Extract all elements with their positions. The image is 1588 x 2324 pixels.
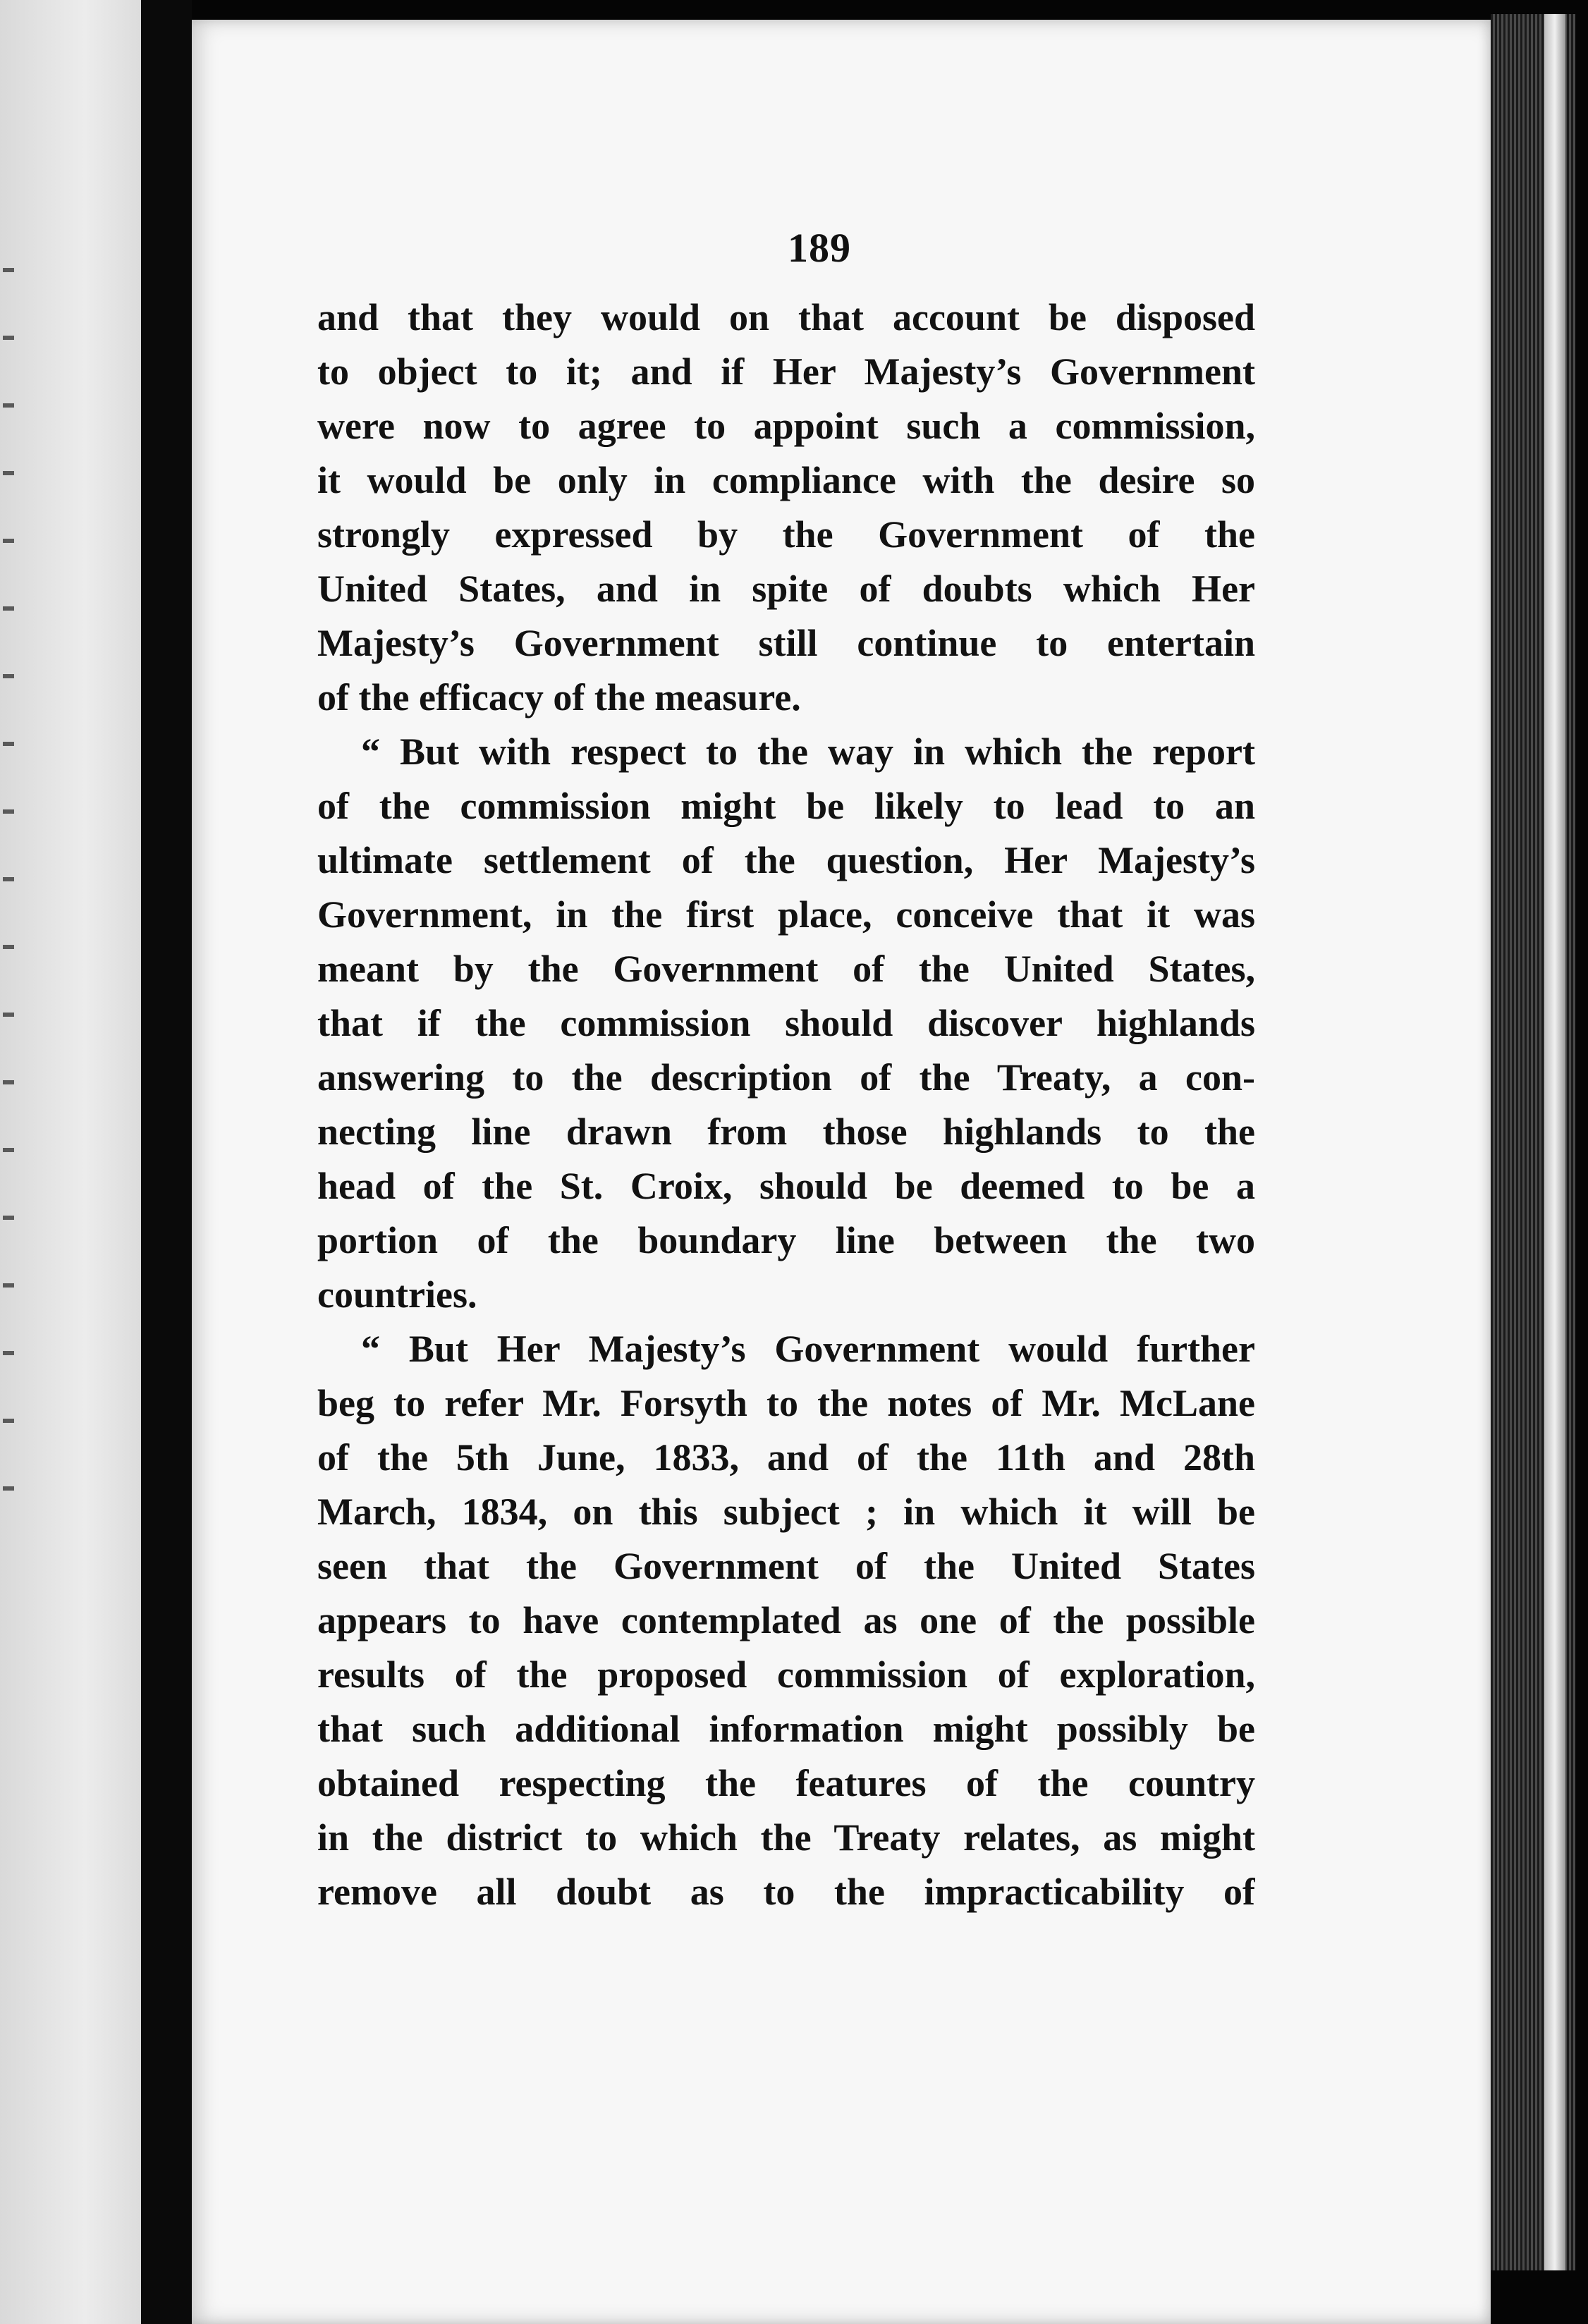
text-line: that such additional information might possibly be bbox=[317, 1708, 1255, 1750]
text-line: beg to refer Mr. Forsyth to the notes of Mr. McLane bbox=[317, 1382, 1255, 1424]
text-line: results of the proposed commission of exploration, bbox=[317, 1653, 1255, 1696]
text-line: appears to have contemplated as one of the possible bbox=[317, 1599, 1255, 1641]
book-gutter bbox=[141, 0, 192, 2324]
text-line: were now to agree to appoint such a commission, bbox=[317, 405, 1255, 447]
text-line: it would be only in compliance with the desire so bbox=[317, 459, 1255, 501]
text-line: portion of the boundary line between the two bbox=[317, 1219, 1255, 1261]
text-line: obtained respecting the features of the country bbox=[317, 1762, 1255, 1804]
text-line: “ But with respect to the way in which the report bbox=[361, 730, 1255, 773]
text-line: countries. bbox=[317, 1273, 477, 1316]
text-line: that if the commission should discover highlands bbox=[317, 1002, 1255, 1044]
text-line: necting line drawn from those highlands to the bbox=[317, 1111, 1255, 1153]
text-line: remove all doubt as to the impracticability of bbox=[317, 1871, 1255, 1913]
page-number: 189 bbox=[788, 225, 851, 271]
facing-page-text-fragments bbox=[3, 268, 14, 1537]
text-line: to object to it; and if Her Majesty’s Government bbox=[317, 350, 1255, 393]
text-line: Government, in the first place, conceive that it was bbox=[317, 893, 1255, 936]
text-line: of the efficacy of the measure. bbox=[317, 676, 801, 718]
text-line: head of the St. Croix, should be deemed to be a bbox=[317, 1165, 1255, 1207]
text-line: March, 1834, on this subject ; in which it will be bbox=[317, 1491, 1255, 1533]
text-line: of the commission might be likely to lead to an bbox=[317, 785, 1255, 827]
text-line: United States, and in spite of doubts which Her bbox=[317, 568, 1255, 610]
text-line: in the district to which the Treaty relates, as might bbox=[317, 1816, 1255, 1859]
text-line: of the 5th June, 1833, and of the 11th and 28th bbox=[317, 1436, 1255, 1479]
text-line: Majesty’s Government still continue to entertain bbox=[317, 622, 1255, 664]
body-text bbox=[317, 290, 1255, 1919]
text-line: strongly expressed by the Government of the bbox=[317, 513, 1255, 556]
text-line: meant by the Government of the United States, bbox=[317, 948, 1255, 990]
facing-page-edge bbox=[0, 0, 141, 2324]
page-stack-highlight bbox=[1544, 14, 1565, 2270]
text-line: and that they would on that account be disposed bbox=[317, 296, 1255, 338]
text-line: ultimate settlement of the question, Her Majesty’s bbox=[317, 839, 1255, 881]
text-line: seen that the Government of the United States bbox=[317, 1545, 1255, 1587]
text-line: “ But Her Majesty’s Government would further bbox=[361, 1328, 1255, 1370]
text-line: answering to the description of the Treaty, a con- bbox=[317, 1056, 1255, 1099]
